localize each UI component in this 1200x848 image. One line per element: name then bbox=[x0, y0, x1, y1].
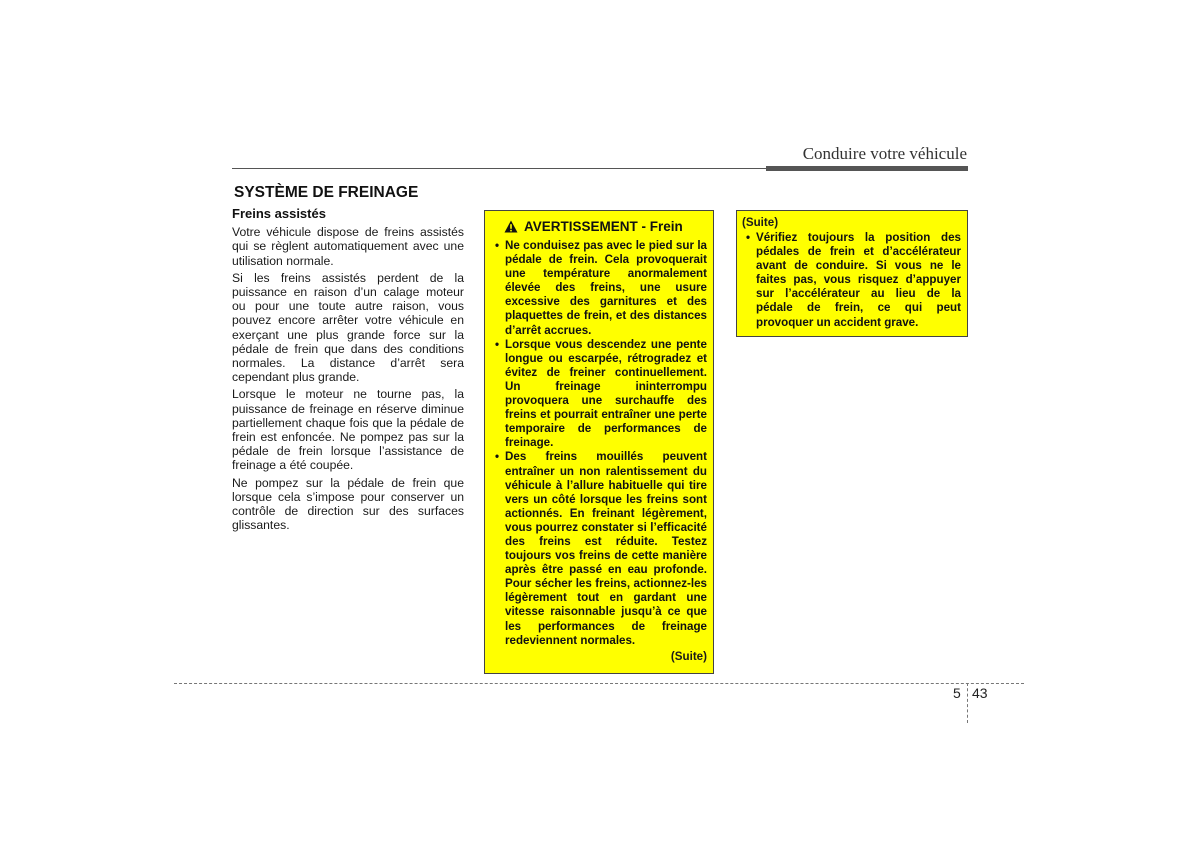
continuation-label: (Suite) bbox=[742, 216, 779, 229]
chapter-title: Conduire votre véhicule bbox=[802, 144, 967, 163]
page-number: 43 bbox=[972, 685, 988, 701]
warning-item: • Lorsque vous descendez une pente longue ou escarpée, rétrogradez et évitez de freiner continuellement. Un freinage ininterrompu provoquera une surchauffe des freins et pourrait entraîner une perte temporaire de performances de freinage. bbox=[491, 338, 707, 451]
header-rule-thin bbox=[232, 168, 766, 169]
warning-title bbox=[504, 219, 707, 234]
warning-item: • Ne conduisez pas avec le pied sur la pédale de frein. Cela provoquerait une température anormalement élevée des freins, une usure excessive des garnitures et des plaquettes de frein, et des distances d’arrêt accrues. bbox=[491, 239, 707, 338]
warning-title-text: AVERTISSEMENT - Frein bbox=[524, 219, 683, 234]
warning-box bbox=[484, 210, 714, 674]
warning-list bbox=[491, 239, 707, 648]
section-title: SYSTÈME DE FREINAGE bbox=[234, 184, 419, 201]
body-paragraph: Lorsque le moteur ne tourne pas, la puissance de freinage en réserve diminue partiellement chaque fois que la pédale de frein est enfoncée. Ne pompez pas sur la pédale de frein lorsque l’assistance de freinage a été coupée. bbox=[232, 387, 464, 473]
body-paragraph: Si les freins assistés perdent de la puissance en raison d’un calage moteur ou pour une toute autre raison, vous pouvez encore arrêter votre véhicule en exerçant une plus grande force sur la pédale de frein que dans des conditions normales. La distance d’arrêt sera cependant plus grande. bbox=[232, 270, 464, 385]
section-number: 5 bbox=[953, 685, 961, 701]
warning-triangle-icon bbox=[504, 220, 518, 233]
body-paragraph: Ne pompez sur la pédale de frein que lorsque cela s’impose pour conserver un contrôle de direction sur des surfaces glissantes. bbox=[232, 475, 464, 533]
header-rule-thick bbox=[766, 166, 968, 171]
subheading: Freins assistés bbox=[232, 206, 326, 221]
footer-dashed-rule bbox=[174, 683, 1024, 684]
continuation-item: • Vérifiez toujours la position des pédales de frein et d’accélérateur avant de conduire. Si vous ne le faites pas, vous risquez d’appuyer sur l’accélérateur au lieu de la pédale de frein, ce qui peut provoquer un accident grave. bbox=[742, 231, 961, 330]
body-column bbox=[232, 207, 464, 535]
continued-label: (Suite) bbox=[670, 649, 707, 663]
footer-dashed-divider bbox=[967, 683, 968, 723]
continuation-box bbox=[736, 210, 968, 337]
warning-item: • Des freins mouillés peuvent entraîner un non ralentissement du véhicule à l’allure habituelle qui tire vers un côté lorsque les freins sont actionnés. En freinant légèrement, vous pourrez constater si l’efficacité des freins est réduite. Testez toujours vos freins de cette manière après être passé en eau profonde. Pour sécher les freins, actionnez-les légèrement tout en gardant une vitesse raisonnable jusqu’à ce que les performances de freinage redeviennent normales. bbox=[491, 450, 707, 647]
body-paragraph: Votre véhicule dispose de freins assistés qui se règlent automatiquement avec une utilisation normale. bbox=[232, 225, 464, 268]
continuation-list bbox=[742, 231, 961, 330]
